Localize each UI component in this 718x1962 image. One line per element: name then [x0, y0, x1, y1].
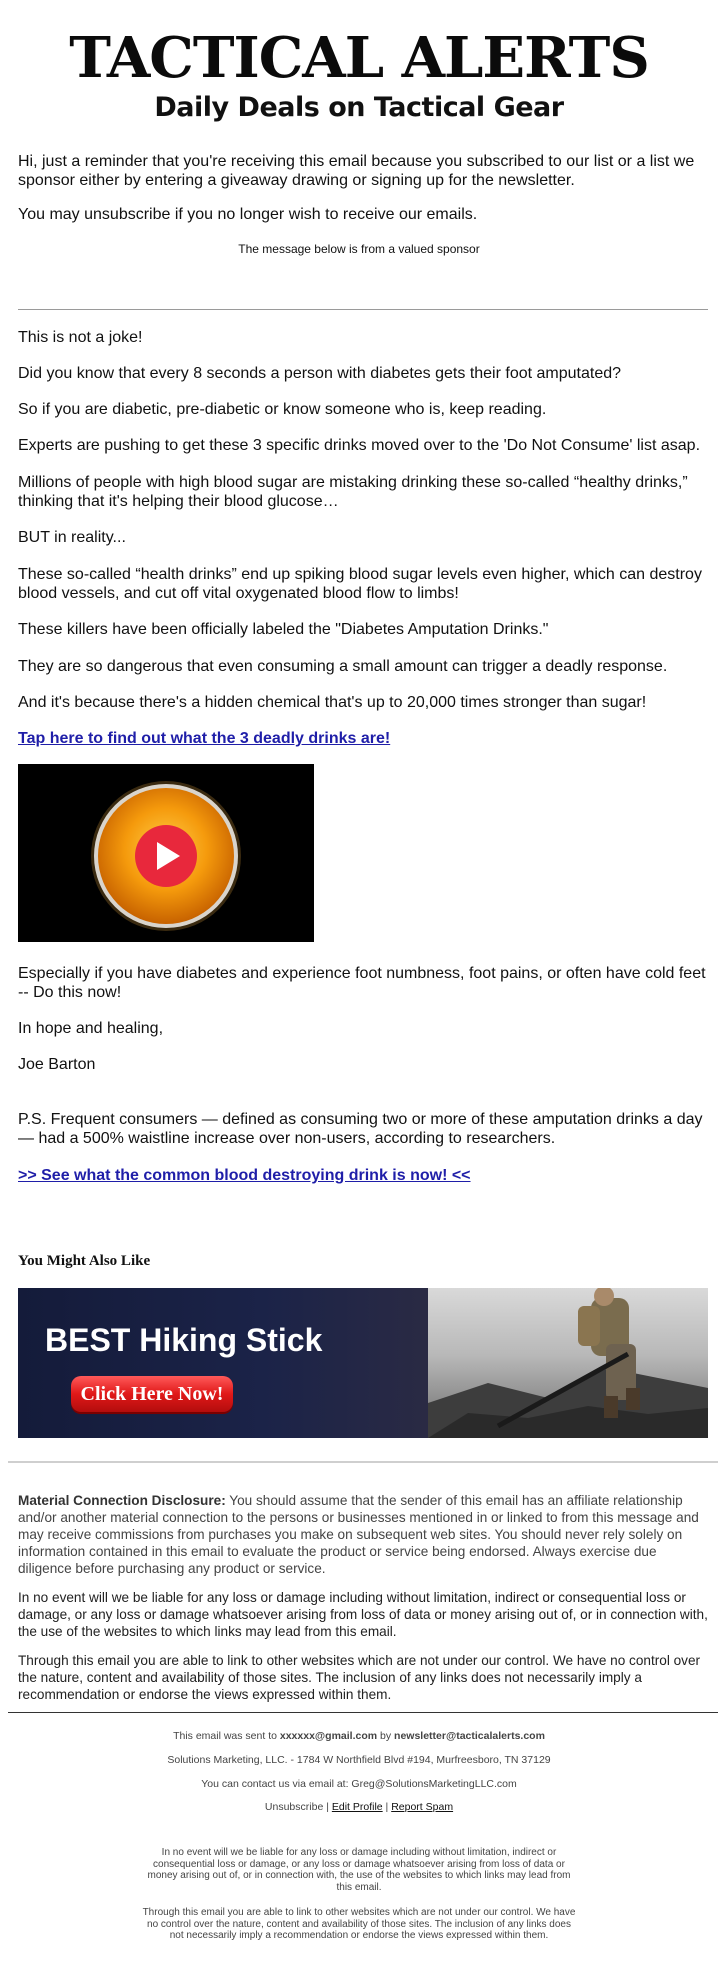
- body-paragraph: So if you are diabetic, pre-diabetic or know someone who is, keep reading.: [18, 401, 547, 418]
- blood-drink-link[interactable]: >> See what the common blood destroying drink is now! <<: [18, 1167, 471, 1184]
- body-paragraph: Experts are pushing to get these 3 specific drinks moved over to the 'Do Not Consume' list asap.: [18, 437, 701, 454]
- body-paragraph: Millions of people with high blood sugar are mistaking drinking these so-called “healthy drinks,” thinking that it's helping their blood glucose…: [18, 474, 688, 510]
- you-might-also-like-heading: You Might Also Like: [18, 1253, 151, 1269]
- banner-background: [18, 1288, 428, 1438]
- link-paragraph: [18, 729, 708, 748]
- disclosure-label: Material Connection Disclosure:: [18, 1493, 226, 1508]
- body-paragraph: They are so dangerous that even consuming a small amount can trigger a deadly response.: [18, 658, 668, 675]
- video-thumbnail[interactable]: [18, 764, 314, 942]
- material-disclosure: [18, 1492, 708, 1577]
- external-links-disclaimer: Through this email you are able to link to other websites which are not under our control. We have no control over the nature, content and availability of those sites. The inclusion of any links does not necessarily imply a recommendation or endorse the views expressed within them.: [18, 1653, 701, 1702]
- body-paragraph: These so-called “health drinks” end up spiking blood sugar levels even higher, which can destroy blood vessels, and cut off vital oxygenated blood flow to limbs!: [18, 566, 702, 602]
- sent-to-line: This email was sent to xxxxxx@gmail.com by newsletter@tacticalalerts.com: [173, 1730, 545, 1742]
- postscript: P.S. Frequent consumers — defined as consuming two or more of these amputation drinks a day — had a 500% waistline increase over non-users, according to researchers.: [18, 1111, 703, 1147]
- drink-glass-image: [18, 764, 314, 942]
- unsubscribe-text[interactable]: Unsubscribe: [264, 1801, 324, 1813]
- click-here-button[interactable]: Click Here Now!: [71, 1376, 233, 1412]
- body-paragraph: BUT in reality...: [18, 529, 126, 546]
- body-paragraph: And it's because there's a hidden chemical that's up to 20,000 times stronger than sugar!: [18, 694, 647, 711]
- banner-title: BEST Hiking Stick: [45, 1322, 323, 1358]
- edit-profile-link[interactable]: Edit Profile: [331, 1801, 383, 1813]
- sponsor-note: The message below is from a valued sponsor: [238, 242, 480, 256]
- body-paragraph: These killers have been officially labeled the "Diabetes Amputation Drinks.": [18, 621, 549, 638]
- hiker-image: [428, 1288, 708, 1438]
- company-address: Solutions Marketing, LLC. - 1784 W Northfield Blvd #194, Murfreesboro, TN 37129: [167, 1754, 551, 1766]
- deadly-drinks-link[interactable]: Tap here to find out what the 3 deadly drinks are!: [18, 730, 391, 747]
- divider: [8, 1712, 718, 1713]
- body-paragraph: Especially if you have diabetes and experience foot numbness, foot pains, or often have cold feet -- Do this now!: [18, 965, 706, 1001]
- intro-reminder: Hi, just a reminder that you're receiving this email because you subscribed to our list or a list we sponsor either by entering a giveaway drawing or signing up for the newsletter.: [18, 153, 695, 189]
- signature: Joe Barton: [18, 1056, 96, 1073]
- liability-disclaimer: In no event will we be liable for any loss or damage including without limitation, indirect or consequential loss or damage, or any loss or damage whatsoever arising from loss of data or money arising out of, or in connection with, the use of the websites to which links may lead from this email.: [18, 1590, 708, 1639]
- link-paragraph: [18, 1166, 708, 1185]
- fine-print-liability: In no event will we be liable for any loss or damage including without limitation, indirect or consequential loss or damage, or any loss or damage whatsoever arising from loss of data or money arising out of, or in connection with, the use of the websites to which links may lead from this email.: [147, 1847, 571, 1893]
- report-spam-link[interactable]: Report Spam: [391, 1801, 454, 1813]
- logo: [0, 0, 718, 130]
- footer-links: Unsubscribe | Edit Profile | Report Spam: [264, 1801, 454, 1813]
- divider: [8, 1461, 718, 1463]
- disclosure-text: You should assume that the sender of this email has an affiliate relationship and/or another material connection to the persons or businesses mentioned in or linked to from this message and may receive commissions from purchases you make on subsequent web sites. You should never rely solely on information contained in this email to evaluate the product or service being endorsed. Always exercise due diligence before purchasing any product or service.: [18, 1493, 699, 1576]
- body-paragraph: This is not a joke!: [18, 329, 143, 346]
- logo-subtitle: Daily Deals on Tactical Gear: [154, 92, 564, 123]
- divider: [18, 309, 708, 310]
- sender-email: newsletter@tacticalalerts.com: [394, 1730, 545, 1742]
- fine-print-links: Through this email you are able to link to other websites which are not under our control. We have no control over the nature, content and availability of those sites. The inclusion of any links does not necessarily imply a recommendation or endorse the views expressed within them.: [142, 1907, 576, 1941]
- intro-unsubscribe-note: You may unsubscribe if you no longer wish to receive our emails.: [18, 206, 478, 223]
- recipient-email: xxxxxx@gmail.com: [279, 1730, 378, 1742]
- hiker-photo: [428, 1288, 708, 1438]
- body-paragraph: Did you know that every 8 seconds a person with diabetes gets their foot amputated?: [18, 365, 622, 382]
- hiking-stick-banner[interactable]: [18, 1288, 708, 1438]
- logo-title: TACTICAL ALERTS: [69, 25, 649, 91]
- contact-line: You can contact us via email at: Greg@SolutionsMarketingLLC.com: [201, 1778, 517, 1790]
- body-paragraph: In hope and healing,: [18, 1020, 164, 1037]
